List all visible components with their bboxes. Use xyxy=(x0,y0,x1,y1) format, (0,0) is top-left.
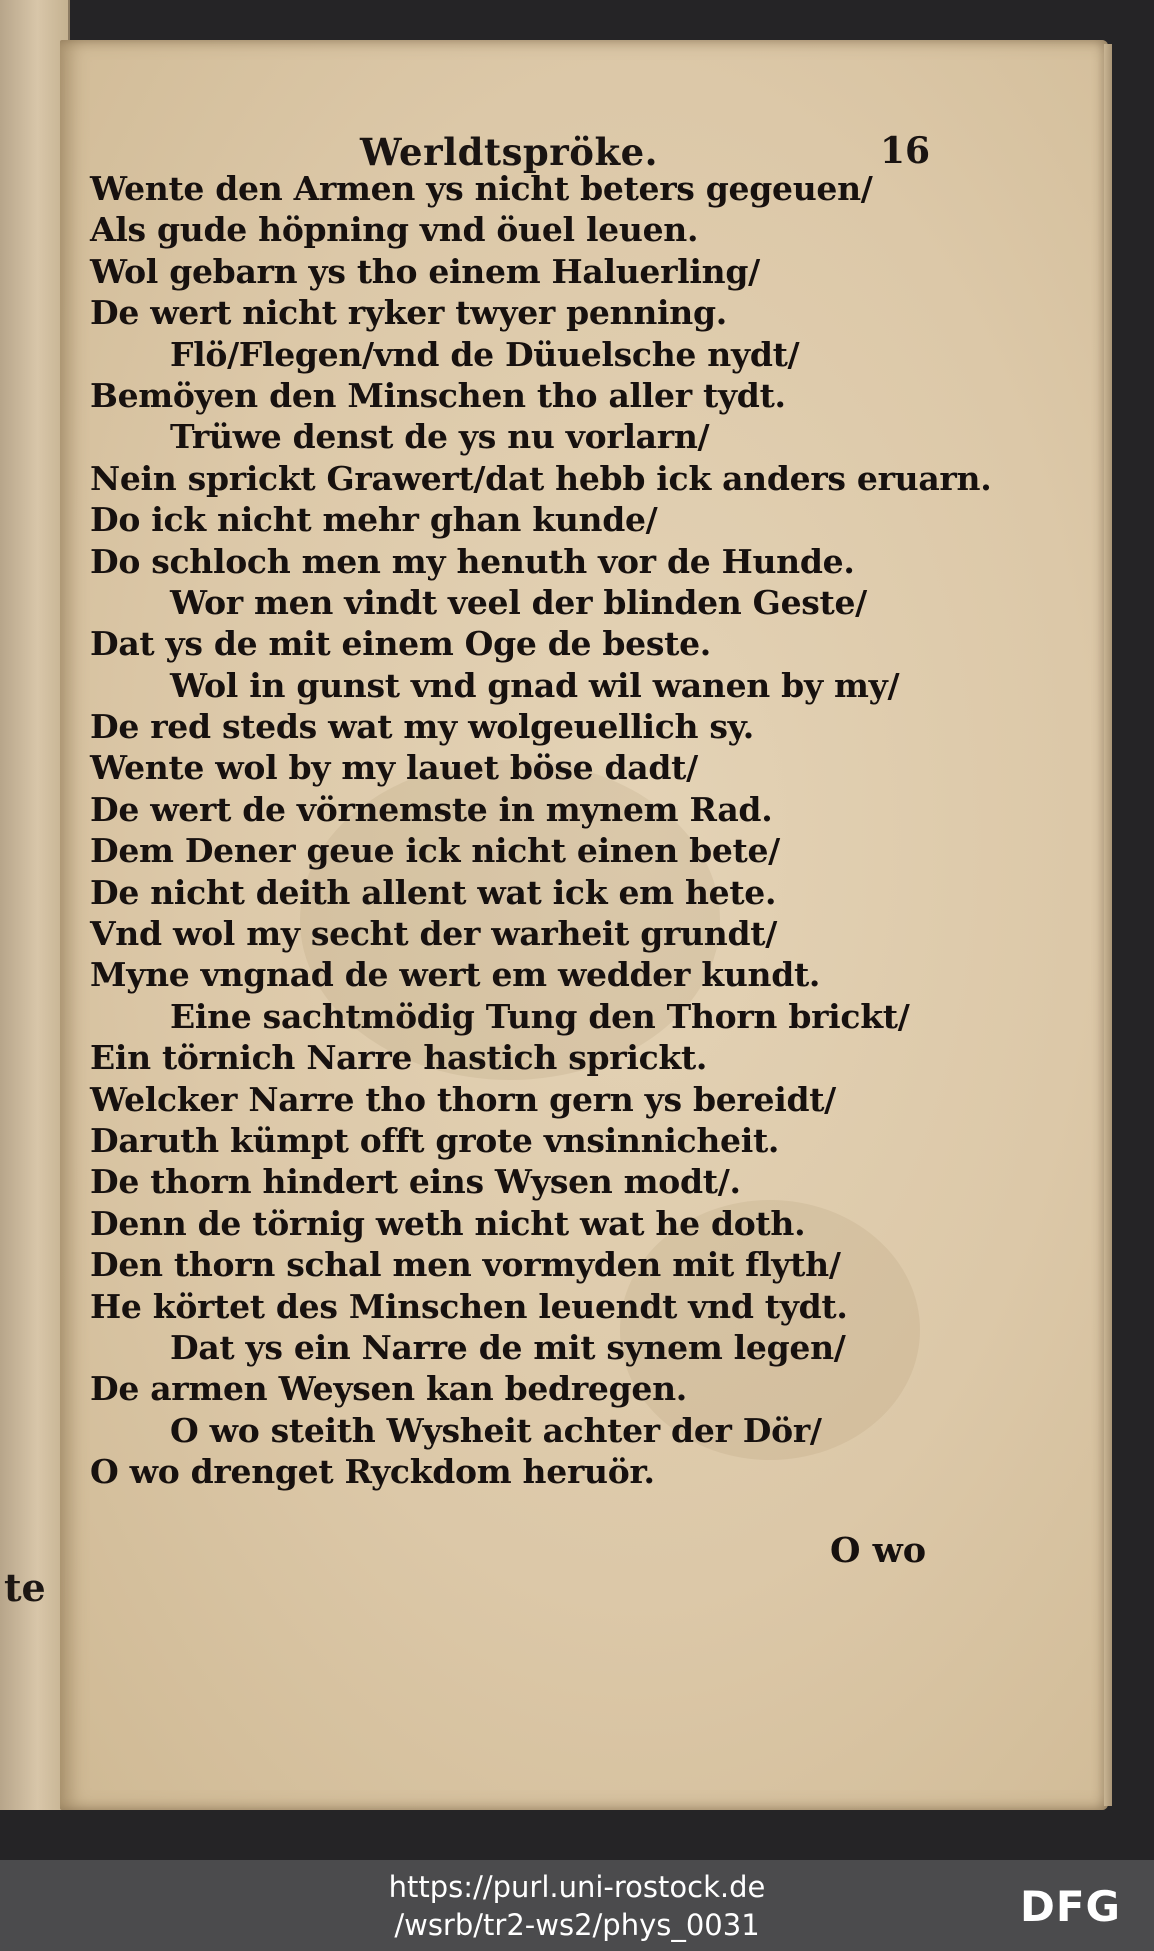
verse-line: De wert nicht ryker twyer penning. xyxy=(90,293,727,333)
verse-line: Do schloch men my henuth vor de Hunde. xyxy=(90,541,855,581)
verse-line: Eine sachtmödig Tung den Thorn brickt/ xyxy=(170,996,910,1036)
running-head: Werldtspröke. xyxy=(360,130,659,174)
verse-line: Denn de törnig weth nicht wat he doth. xyxy=(90,1203,806,1243)
verse-line: De thorn hindert eins Wysen modt/. xyxy=(90,1162,741,1202)
verse-line: Daruth kümpt offt grote vnsinnicheit. xyxy=(90,1120,780,1160)
verse-line: Dem Dener geue ick nicht einen bete/ xyxy=(90,831,780,871)
verse-line: He körtet des Minschen leuendt vnd tydt. xyxy=(90,1286,848,1326)
verse-line: Wente den Armen ys nicht beters gegeuen/ xyxy=(90,169,873,208)
permalink-line-2: /wsrb/tr2-ws2/phys_0031 xyxy=(394,1908,760,1942)
verse-text xyxy=(90,168,992,1493)
permalink-line-1: https://purl.uni-rostock.de xyxy=(388,1870,766,1904)
page-number: 16 xyxy=(880,130,931,172)
verse-line: O wo steith Wysheit achter der Dör/ xyxy=(170,1410,822,1450)
dfg-logo: DFG xyxy=(1020,1882,1122,1931)
verse-line: De armen Weysen kan bedregen. xyxy=(90,1369,687,1409)
verse-line: Do ick nicht mehr ghan kunde/ xyxy=(90,500,658,540)
verse-line: Bemöyen den Minschen tho aller tydt. xyxy=(90,375,786,415)
verse-line: Flö/Flegen/vnd de Düuelsche nydt/ xyxy=(170,334,800,374)
verse-line: Welcker Narre tho thorn gern ys bereidt/ xyxy=(90,1079,836,1119)
verse-line: Myne vngnad de wert em wedder kundt. xyxy=(90,955,821,995)
verse-line: Vnd wol my secht der warheit grundt/ xyxy=(90,914,777,954)
verse-line: O wo drenget Ryckdom heruör. xyxy=(90,1452,655,1492)
verse-line: Wor men vindt veel der blinden Geste/ xyxy=(170,582,867,622)
verse-line: Wol in gunst vnd gnad wil wanen by my/ xyxy=(170,665,900,705)
verse-line: De nicht deith allent wat ick em hete. xyxy=(90,872,777,912)
verse-line: Nein sprickt Grawert/dat hebb ick anders eruarn. xyxy=(90,458,992,498)
verse-line: Als gude höpning vnd öuel leuen. xyxy=(90,210,699,250)
verse-line: Trüwe denst de ys nu vorlarn/ xyxy=(170,417,710,457)
verse-line: De red steds wat my wolgeuellich sy. xyxy=(90,707,754,747)
verse-line: Ein törnich Narre hastich sprickt. xyxy=(90,1038,708,1078)
footer-bar xyxy=(0,1860,1154,1951)
left-page-fragment: te xyxy=(4,1565,46,1610)
verse-line: Wol gebarn ys tho einem Haluerling/ xyxy=(90,251,760,291)
page-edge xyxy=(1104,44,1112,1806)
verse-line: Den thorn schal men vormyden mit flyth/ xyxy=(90,1245,841,1285)
verse-line: De wert de vörnemste in mynem Rad. xyxy=(90,789,773,829)
permalink[interactable] xyxy=(0,1868,1154,1944)
verse-line: Dat ys ein Narre de mit synem legen/ xyxy=(170,1327,846,1367)
verse-line: Wente wol by my lauet böse dadt/ xyxy=(90,748,698,788)
catchword: O wo xyxy=(830,1530,927,1571)
verse-line: Dat ys de mit einem Oge de beste. xyxy=(90,624,711,664)
